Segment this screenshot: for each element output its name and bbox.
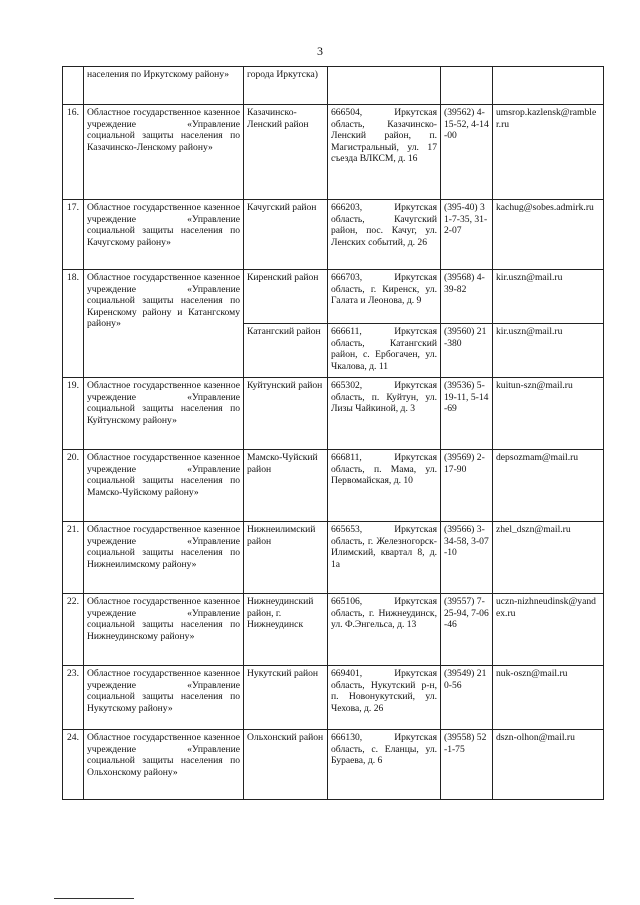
territory-cell: Катангский район <box>244 324 328 378</box>
email-cell: nuk-oszn@mail.ru <box>493 666 604 730</box>
table-body <box>63 67 604 800</box>
phone-cell: (39558) 52-1-75 <box>441 730 493 800</box>
phone-cell: (39568) 4-39-82 <box>441 270 493 324</box>
address-cell: 666203, Иркутская область, Качугский район, пос. Качуг, ул. Ленских событий, д. 26 <box>328 200 441 270</box>
email-cell: uczn-nizhneudinsk@yandex.ru <box>493 594 604 666</box>
institution-name: Областное государственное казенное учреждение «Управление социальной защиты населения по Киренскому району и Катангскому району» <box>84 270 244 378</box>
row-number: 24. <box>63 730 84 800</box>
email-cell: dszn-olhon@mail.ru <box>493 730 604 800</box>
phone-cell: (39536) 5-19-11, 5-14-69 <box>441 378 493 450</box>
email-cell: umsrop.kazlensk@rambler.ru <box>493 105 604 200</box>
institution-name: Областное государственное казенное учреждение «Управление социальной защиты населения по Качугскому району» <box>84 200 244 270</box>
page-number: 3 <box>317 44 323 58</box>
institution-name: Областное государственное казенное учреждение «Управление социальной защиты населения по Куйтунскому району» <box>84 378 244 450</box>
row-number: 22. <box>63 594 84 666</box>
phone-cell: (39557) 7-25-94, 7-06-46 <box>441 594 493 666</box>
row-number: 17. <box>63 200 84 270</box>
phone-cell: (39549) 210-56 <box>441 666 493 730</box>
row-number <box>63 67 84 105</box>
address-cell: 666811, Иркутская область, п. Мама, ул. Первомайская, д. 10 <box>328 450 441 522</box>
table-row <box>63 450 604 522</box>
table-row <box>63 730 604 800</box>
territory-cell: Качугский район <box>244 200 328 270</box>
email-cell <box>493 67 604 105</box>
institution-name: Областное государственное казенное учреждение «Управление социальной защиты населения по Нижнеилимскому району» <box>84 522 244 594</box>
email-cell: kachug@sobes.admirk.ru <box>493 200 604 270</box>
table-row <box>63 378 604 450</box>
phone-cell: (39566) 3-34-58, 3-07-10 <box>441 522 493 594</box>
address-cell: 665653, Иркутская область, г. Железногорск-Илимский, квартал 8, д. 1а <box>328 522 441 594</box>
territory-cell: Куйтунский район <box>244 378 328 450</box>
territory-cell: Киренский район <box>244 270 328 324</box>
phone-cell: (395-40) 31-7-35, 31-2-07 <box>441 200 493 270</box>
territory-cell: Нижнеудинский район, г. Нижнеудинск <box>244 594 328 666</box>
address-cell: 669401, Иркутская область, Нукутский р-н, п. Новонукутский, ул. Чехова, д. 26 <box>328 666 441 730</box>
territory-cell: Казачинско-Ленский район <box>244 105 328 200</box>
row-number: 16. <box>63 105 84 200</box>
territory-cell: Мамско-Чуйский район <box>244 450 328 522</box>
institution-name: Областное государственное казенное учреждение «Управление социальной защиты населения по Ольхонскому району» <box>84 730 244 800</box>
table-row <box>63 270 604 324</box>
row-number: 21. <box>63 522 84 594</box>
territory-cell: Ольхонский район <box>244 730 328 800</box>
email-cell: kir.uszn@mail.ru <box>493 270 604 324</box>
phone-cell: (39560) 21-380 <box>441 324 493 378</box>
email-cell: zhel_dszn@mail.ru <box>493 522 604 594</box>
table-row <box>63 594 604 666</box>
territory-cell: города Иркутска) <box>244 67 328 105</box>
phone-cell: (39562) 4-15-52, 4-14-00 <box>441 105 493 200</box>
table-row <box>63 67 604 105</box>
table-row <box>63 105 604 200</box>
phone-cell <box>441 67 493 105</box>
row-number: 19. <box>63 378 84 450</box>
institution-name: населения по Иркутскому району» <box>84 67 244 105</box>
email-cell: kir.uszn@mail.ru <box>493 324 604 378</box>
territory-cell: Нукутский район <box>244 666 328 730</box>
table-row <box>63 200 604 270</box>
address-cell: 666130, Иркутская область, с. Еланцы, ул. Бураева, д. 6 <box>328 730 441 800</box>
address-cell: 666504, Иркутская область, Казачинско-Ленский район, п. Магистральный, ул. 17 съезда ВЛКСМ, д. 16 <box>328 105 441 200</box>
address-cell <box>328 67 441 105</box>
address-cell: 666611, Иркутская область, Катангский район, с. Ербогачен, ул. Чкалова, д. 11 <box>328 324 441 378</box>
row-number: 20. <box>63 450 84 522</box>
footer-rule <box>54 898 134 899</box>
table-row <box>63 666 604 730</box>
email-cell: depsozmam@mail.ru <box>493 450 604 522</box>
institution-name: Областное государственное казенное учреждение «Управление социальной защиты населения по Нижнеудинскому району» <box>84 594 244 666</box>
territory-cell: Нижнеилимский район <box>244 522 328 594</box>
row-number: 18. <box>63 270 84 378</box>
institution-name: Областное государственное казенное учреждение «Управление социальной защиты населения по Нукутскому району» <box>84 666 244 730</box>
email-cell: kuitun-szn@mail.ru <box>493 378 604 450</box>
address-cell: 665106, Иркутская область, г. Нижнеудинск, ул. Ф.Энгельса, д. 13 <box>328 594 441 666</box>
institutions-table <box>62 66 604 800</box>
address-cell: 666703, Иркутская область, г. Киренск, ул. Галата и Леонова, д. 9 <box>328 270 441 324</box>
institution-name: Областное государственное казенное учреждение «Управление социальной защиты населения по Казачинско-Ленскому району» <box>84 105 244 200</box>
address-cell: 665302, Иркутская область, п. Куйтун, ул. Лизы Чайкиной, д. 3 <box>328 378 441 450</box>
row-number: 23. <box>63 666 84 730</box>
phone-cell: (39569) 2-17-90 <box>441 450 493 522</box>
institution-name: Областное государственное казенное учреждение «Управление социальной защиты населения по Мамско-Чуйскому району» <box>84 450 244 522</box>
table-row <box>63 522 604 594</box>
